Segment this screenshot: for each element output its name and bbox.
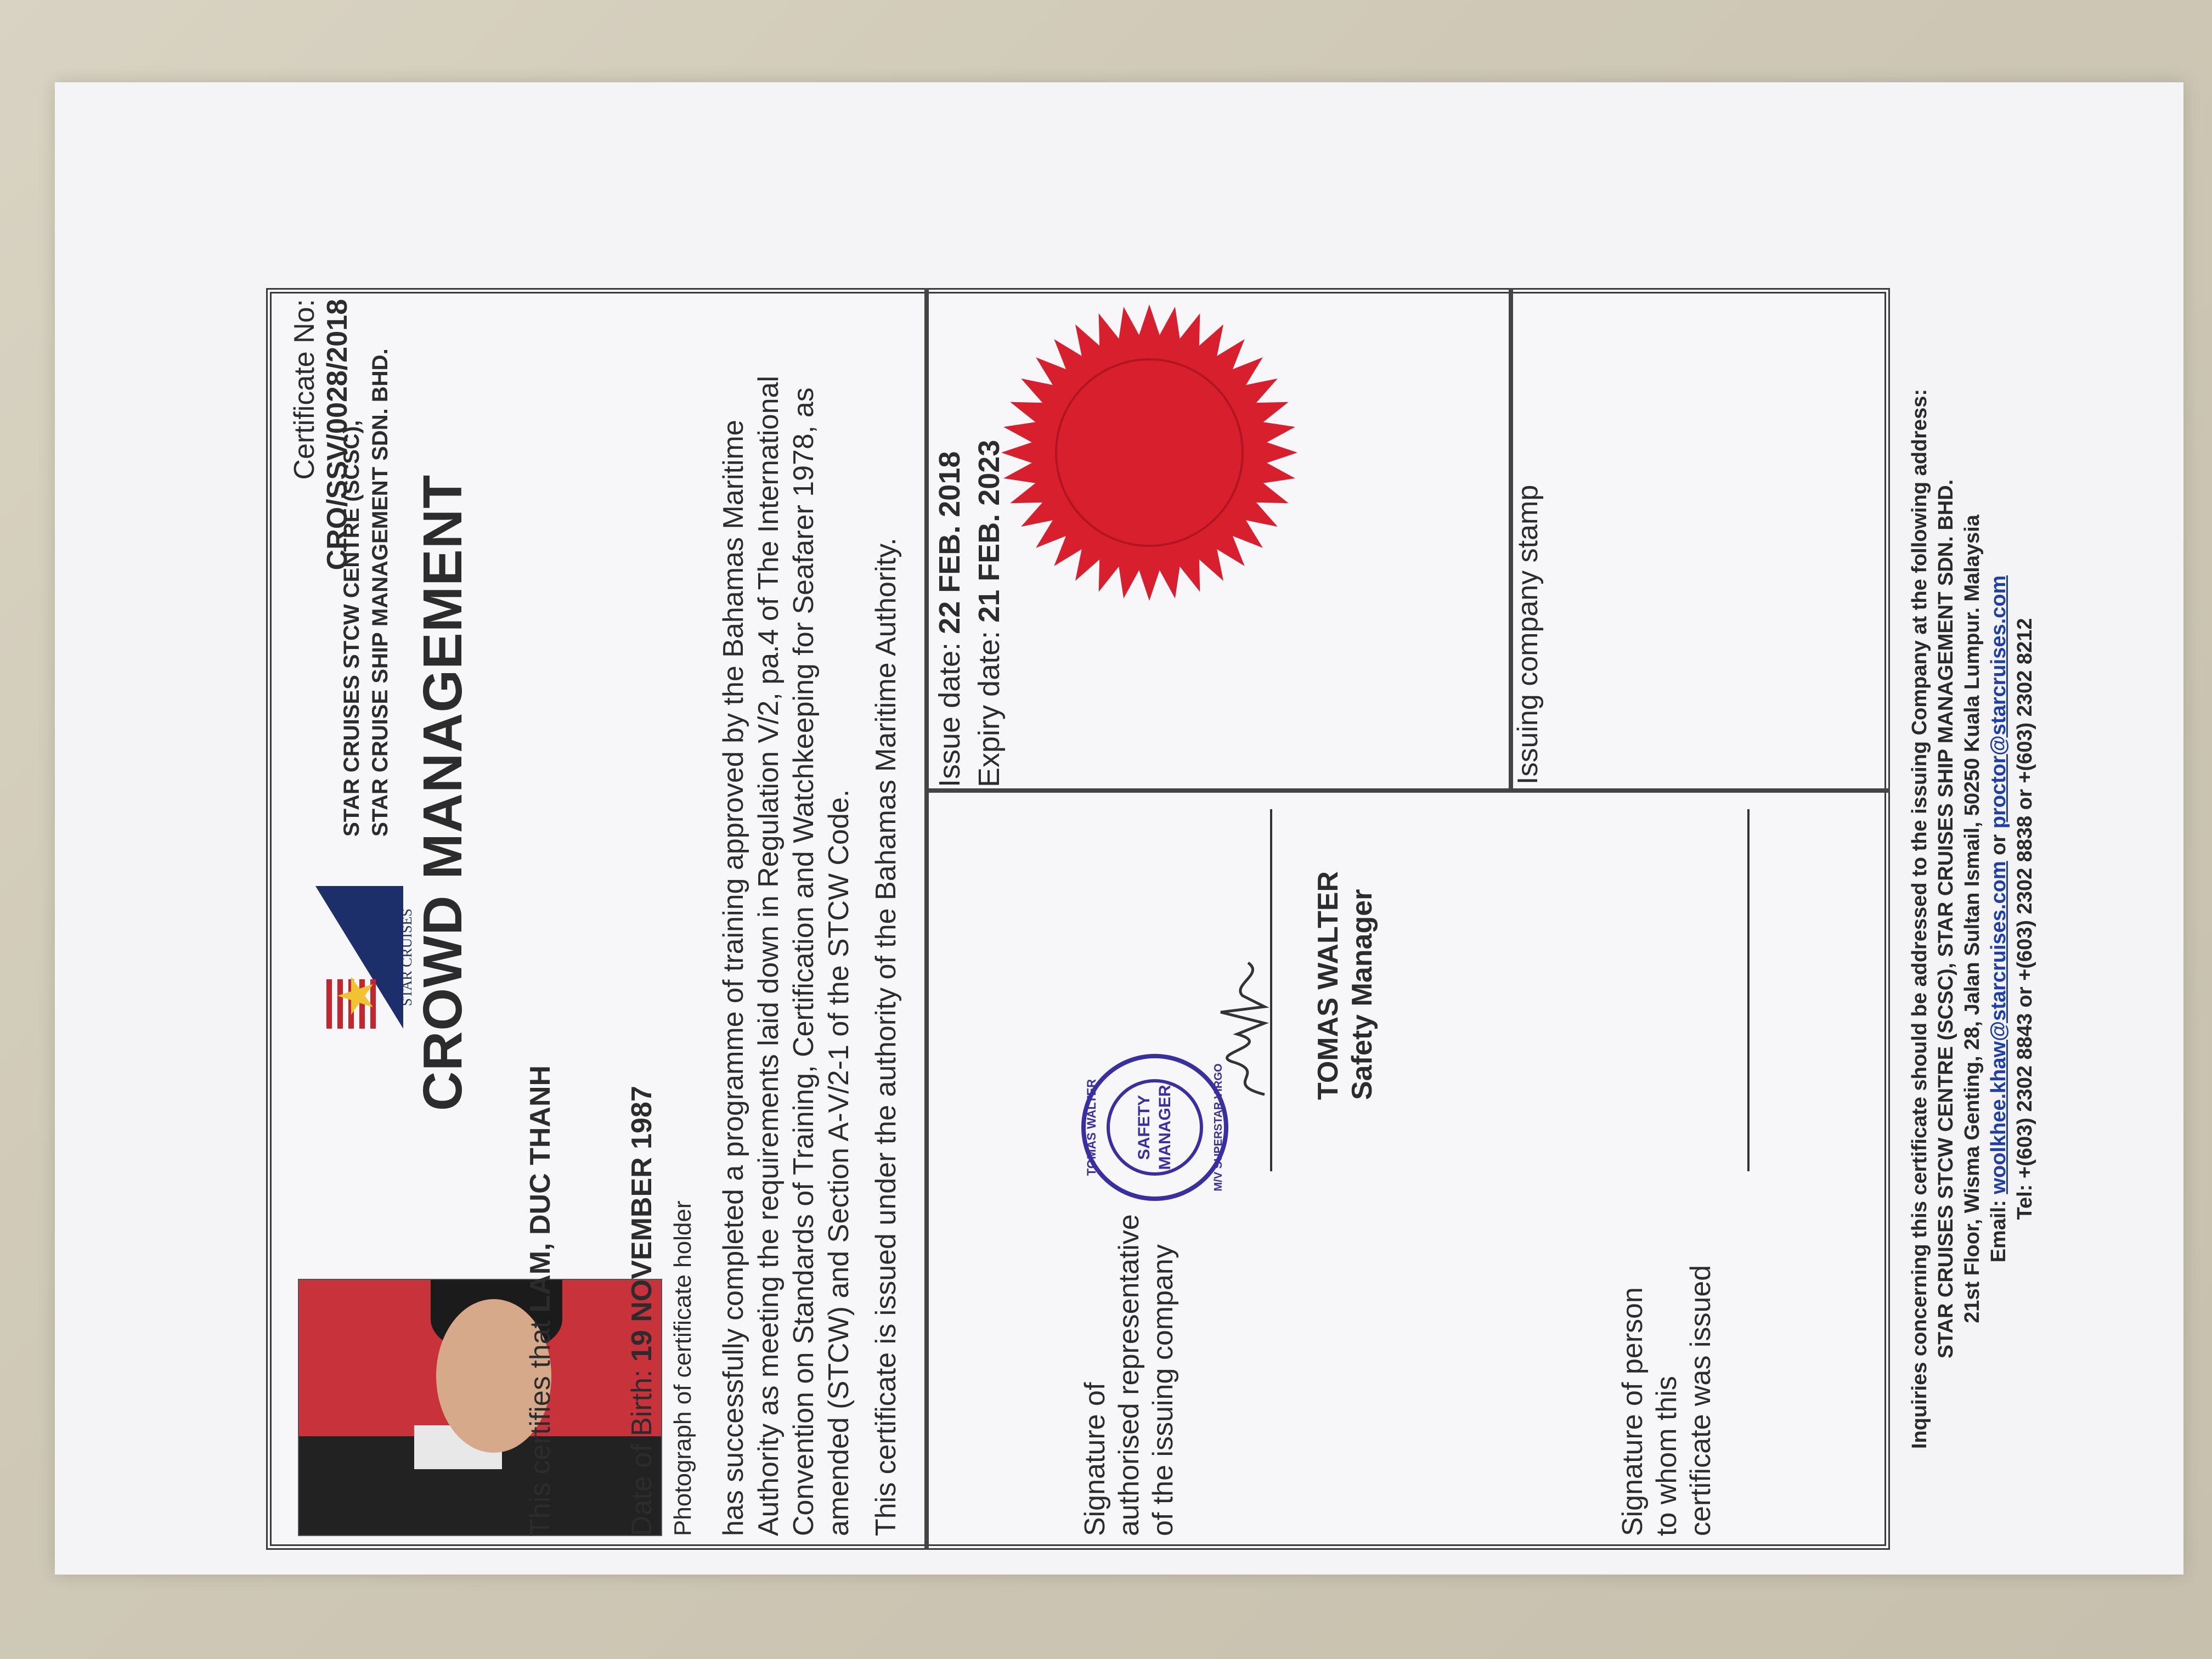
svg-text:STAR CRUISES: STAR CRUISES <box>399 909 415 1006</box>
holder-signature-label: Signature of person to whom this certificate was issued <box>1617 1265 1717 1536</box>
certifies-line: This certifies that LAM, DUC THANH <box>524 1065 556 1536</box>
inquiry-footer: Inquiries concerning this certificate should be addressed to the issuing Company at the following address: STAR CRUISES STCW CENTRE (SCSC), STAR CRUISES SHIP MANAGEMENT SDN. BHD. 21st Floor, Wisma Genting, 28, Jalan Sultan Ismail, 50250 Kuala Lumpur. Malaysia Email: woolkhee.khaw@starcruises.com or proctor@starcruises.com Tel: +(603) 2302 8843 or +(603) 2302 8838 or +(603) 2302 8212 <box>1908 389 2036 1449</box>
svg-text:TOMAS WALTER: TOMAS WALTER <box>1085 1079 1098 1176</box>
certificate-number: Certificate No: CRO/SSV/0028/2018 <box>289 299 353 571</box>
stamp-caption: Issuing company stamp <box>1512 484 1544 785</box>
expiry-date: Expiry date: 21 FEB. 2023 <box>973 439 1006 787</box>
svg-text:M/V SUPERSTAR VIRGO: M/V SUPERSTAR VIRGO <box>1212 1063 1224 1192</box>
representative <box>1311 871 1379 1100</box>
email-link-2[interactable]: proctor@starcruises.com <box>1987 575 2010 829</box>
holder-signature-line <box>1747 809 1750 1171</box>
divider <box>924 788 1890 793</box>
date-of-birth: Date of Birth: 19 NOVEMBER 1987 <box>626 1086 658 1536</box>
holder-name: LAM, DUC THANH <box>524 1065 556 1313</box>
email-link-1[interactable]: woolkhee.khaw@starcruises.com <box>1987 861 2010 1194</box>
rep-title: Safety Manager <box>1346 889 1378 1100</box>
certificate-paper <box>55 82 2183 1575</box>
company-line-2: STAR CRUISE SHIP MANAGEMENT SDN. BHD. <box>368 348 392 837</box>
star-cruises-logo <box>294 875 420 1040</box>
svg-text:MANAGER: MANAGER <box>1156 1085 1174 1170</box>
training-statement: has successfully completed a programme of training approved by the Bahamas Maritime Authority as meeting the requirements laid down in Regulation V/2, pa.4 of The International Convention on Standards of Training, Certification and Watchkeeping for Seafarer 1978, as amended (STCW) and Section A-V/2-1 of the STCW Code. <box>718 376 855 1536</box>
photo-caption: Photograph of certificate holder <box>669 1200 696 1536</box>
rep-name: TOMAS WALTER <box>1312 871 1344 1100</box>
svg-text:SAFETY: SAFETY <box>1135 1094 1153 1160</box>
company-seal <box>996 299 1303 606</box>
divider <box>924 288 929 1550</box>
holder-photo <box>298 1279 662 1536</box>
certificate <box>266 288 2036 1550</box>
authority-statement: This certificate is issued under the authority of the Bahamas Maritime Authority. <box>870 538 902 1536</box>
issue-date: Issue date: 22 FEB. 2018 <box>933 451 966 787</box>
safety-manager-stamp <box>1073 1045 1237 1210</box>
course-title: CROWD MANAGEMENT <box>412 474 473 1111</box>
company-line-1: STAR CRUISES STCW CENTRE (SCSC), <box>340 420 364 837</box>
rep-signature-label: Signature of authorised representative of the issuing company <box>1079 1214 1179 1536</box>
